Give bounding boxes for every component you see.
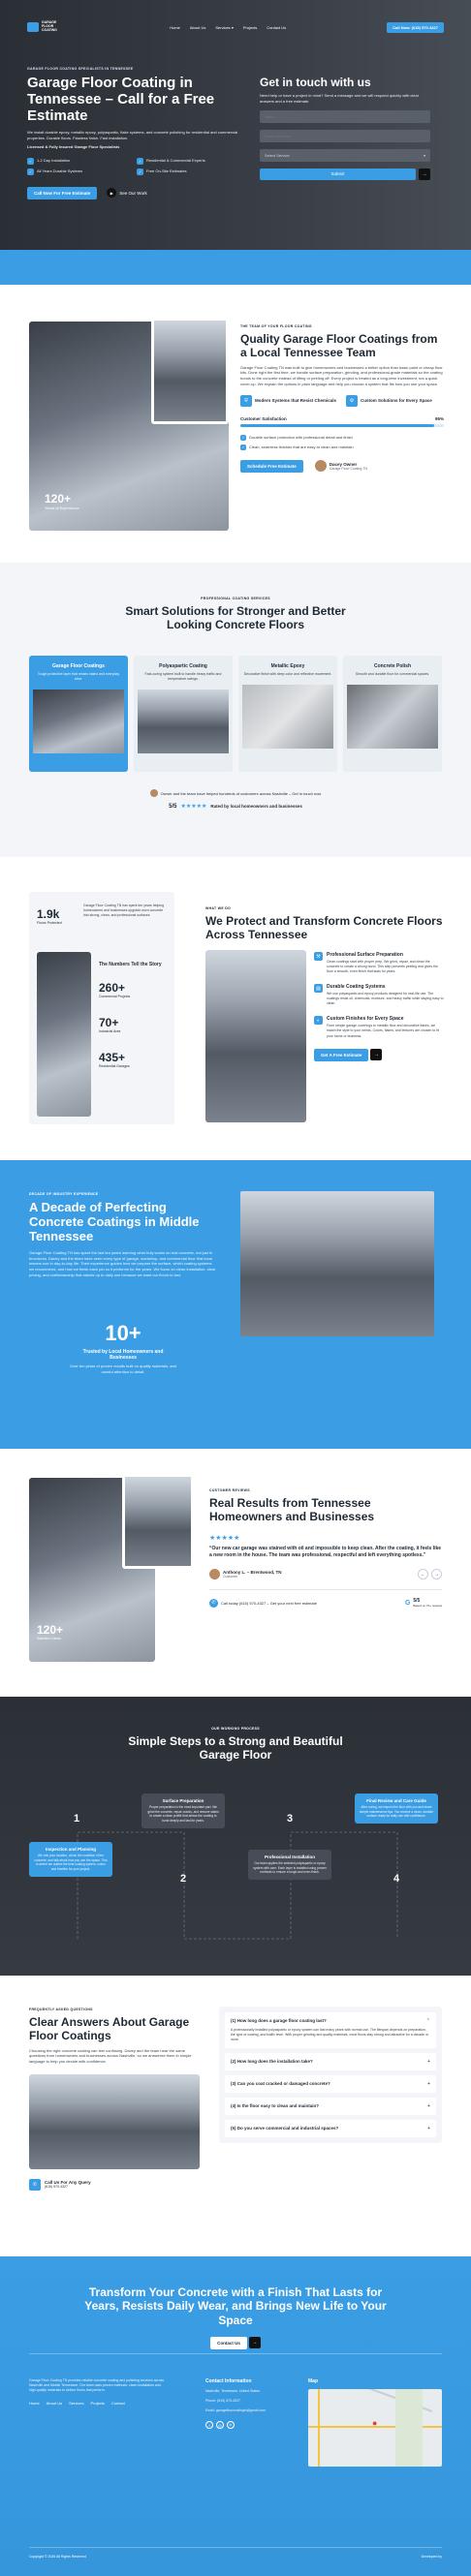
services-header (0, 563, 471, 632)
check-icon: ✓ (28, 169, 33, 174)
check-label: Residential & Commercial Experts (146, 158, 205, 164)
map-pin-icon: ● (372, 2418, 378, 2428)
step-title: Surface Preparation (162, 1798, 204, 1803)
owner-name: Dacey Owner (329, 461, 358, 467)
what-item-title: Professional Surface Preparation (327, 952, 403, 958)
form-title: Get in touch with us (260, 76, 371, 89)
stat-label: Floors Protected (37, 921, 62, 925)
clients-badge (37, 1623, 63, 1641)
about-image-inset (151, 318, 229, 424)
decade-image (240, 1191, 434, 1336)
avatar (150, 789, 158, 797)
avatar (209, 1569, 220, 1579)
plus-icon: + (427, 2103, 430, 2110)
faq-question: (4) Is the floor easy to clean and maintain? (231, 2103, 320, 2109)
rating-value: 5/5 (169, 803, 177, 810)
faq-list (219, 2007, 442, 2143)
check-label: Free On-Site Estimates (146, 169, 187, 174)
service-desc: Fast-curing system built to handle heavy traffic and temperature swings. (144, 672, 222, 682)
number-label: Residential Garages (99, 1064, 130, 1068)
service-card[interactable] (29, 656, 128, 772)
palette-icon: ◐ (314, 1016, 323, 1025)
step-card (29, 1842, 112, 1877)
feature-chemicals (240, 395, 338, 407)
stat-number: 1.9k (37, 907, 60, 921)
process-kicker: OUR WORKING PROCESS (211, 1727, 260, 1731)
avatar (315, 460, 327, 472)
hero-content (27, 66, 240, 199)
service-title: Polyaspartic Coating (159, 663, 207, 669)
service-desc: Decorative finish with deep color and reflective movement. (243, 672, 332, 676)
what-item-desc: From simple garage coverings to metallic floor and decorative flakes, we match the style to your needs. Colors, flakes, and textures are chosen to fit your home or business. (327, 1024, 439, 1038)
footer-map-block (308, 2378, 442, 2467)
hero-blue-strip (0, 250, 471, 285)
footer-address: Nashville, Tennessee, United States (205, 2389, 260, 2393)
stats-image (37, 952, 91, 1117)
submit-button[interactable]: Submit (260, 169, 416, 180)
service-select[interactable] (260, 149, 430, 162)
satisfaction-row (240, 416, 444, 421)
review-score: 5/5 (413, 1598, 421, 1605)
step-desc: Proper preparation is the most important part. We grind the concrete, repair cracks, and remove stains to create a clean profile that allows the coating to bond deeply and last for years. (147, 1805, 219, 1823)
plus-icon: + (427, 2126, 430, 2132)
arrow-left-icon[interactable]: ← (418, 1569, 428, 1579)
nav-projects[interactable]: Projects (242, 24, 258, 30)
see-work-label: See Our Work (119, 190, 147, 196)
phone-icon: ✆ (209, 1599, 218, 1608)
owner-role: Garage Floor Coating TN (329, 466, 368, 471)
bar-label: Customer Satisfaction (240, 415, 287, 421)
cta-title: Transform Your Concrete with a Finish That Lasts for Years, Resists Daily Wear, and Brings New Life to Your Space (84, 2285, 387, 2327)
what-item (314, 1016, 444, 1038)
decade-desc: Garage Floor Coating TN has spent the last ten years learning what truly works on real concrete, not just in brochures. Dacey and the team have seen every type of garage, workshop, and commercial floor that local owners use in day-to-day life. Their experience guides how we prepare the surface, which coating systems we recommend, and how we finish each job so it performs for the years. We focus on clean installation, clear pricing, and craftsmanship that stands up to daily use because we want our floors to last. (29, 1249, 216, 1277)
arrow-right-icon[interactable]: → (431, 1569, 442, 1579)
decade-kicker: DECADE OF INDUSTRY EXPERIENCE (29, 1192, 99, 1196)
check-icon: ✓ (241, 445, 245, 449)
plus-icon: + (427, 2059, 430, 2066)
number-commercial: 260+ (99, 981, 126, 995)
layers-icon: ▤ (314, 984, 323, 993)
process-connector (0, 1697, 471, 1976)
review-author: Anthony L. – Brentwood, TN (223, 1570, 282, 1576)
footer-phone[interactable]: Phone: (615) 570-4327 (205, 2399, 240, 2404)
service-card[interactable] (238, 656, 337, 772)
faq-item[interactable] (225, 2012, 436, 2048)
services-title: Smart Solutions for Stronger and Better Looking Concrete Floors (125, 604, 346, 631)
owner-card (315, 460, 367, 472)
instagram-icon[interactable]: ◎ (216, 2421, 224, 2429)
decade-number: 10+ (105, 1321, 141, 1345)
footer-contact (205, 2378, 302, 2429)
form-desc: Need help or have a project in mind? Send a message and we will respond quickly with clear answers and a free estimate. (260, 93, 420, 104)
services-kicker: PROFESSIONAL COATING SERVICES (201, 597, 270, 600)
service-title: Metallic Epoxy (270, 663, 305, 669)
hero-checks (27, 158, 240, 175)
faq-desc: Choosing the right concrete coating can feel confusing. Dacey and the team hear the same questions from homeowners and businesses across Nashville, so we answered them in simple language to help you decide with confidence. (29, 2047, 192, 2065)
review-role: Customer (223, 1575, 238, 1579)
copyright: Copyright © 2026 All Rights Reserved (29, 2555, 86, 2559)
decade-stat (29, 1321, 217, 1375)
nav-contact[interactable]: Contact Us (267, 24, 287, 30)
feature-label: Custom Solutions for Every Space (361, 398, 432, 404)
faq-kicker: FREQUENTLY ASKED QUESTIONS (29, 2008, 93, 2011)
service-image (138, 690, 229, 753)
footer-about (29, 2378, 165, 2406)
check-label: All Years Durable Systems (37, 169, 83, 174)
step-number: 3 (287, 1813, 294, 1825)
plus-icon: + (427, 2081, 430, 2088)
footer-map-title: Map (308, 2378, 318, 2384)
review-quote: “Our new car garage was stained with oil and impossible to keep clean. After the coating, it feels like a new room in the house. The team was professional, respectful and left everything spotless.” (209, 1545, 442, 1558)
feature-label: Modern Systems that Resist Chemicals (255, 398, 337, 404)
bar-value: 95% (434, 415, 444, 421)
gear-icon: ⚙ (346, 395, 358, 407)
faq-item[interactable] (225, 2075, 436, 2093)
number-industrial: 70+ (99, 1016, 119, 1029)
play-icon: ▶ (107, 188, 116, 198)
about-title: Quality Garage Floor Coatings from a Local Tennessee Team (240, 332, 438, 359)
check-icon: ✓ (138, 158, 142, 164)
top-nav (27, 19, 444, 35)
contact-us-button[interactable]: Contact Us (210, 2337, 247, 2349)
name-input[interactable] (260, 110, 430, 123)
clients-label: Satisfied Clients (37, 1637, 62, 1641)
faq-title: Clear Answers About Garage Floor Coatings (29, 2015, 190, 2042)
years-badge (45, 492, 79, 510)
check-icon: ✓ (28, 158, 33, 164)
number-label: Industrial Area (99, 1029, 121, 1033)
faq-section (0, 1976, 471, 2256)
service-title: Garage Floor Coatings (52, 663, 105, 669)
satisfaction-bar (240, 424, 444, 427)
logo[interactable] (27, 21, 69, 33)
number-label: Commercial Projects (99, 995, 131, 998)
what-item (314, 984, 444, 1006)
check-icon: ✓ (138, 169, 142, 174)
feature-custom (346, 395, 444, 407)
footer-link-services[interactable]: Services (69, 2401, 84, 2407)
step-desc: After curing, we inspect the floor with you and share simple maintenance tips. You receive a clean, durable surface ready for daily use with confidence. (360, 1805, 434, 1819)
services-grid (29, 656, 442, 772)
service-desc: Smooth and durable floor for commercial spaces. (355, 672, 430, 676)
about-section (0, 285, 471, 563)
process-title: Simple Steps to a Strong and Beautiful Garage Floor (128, 1734, 343, 1762)
faq-item[interactable] (225, 2120, 436, 2137)
about-content (240, 323, 444, 473)
what-item-title: Custom Finishes for Every Space (327, 1016, 404, 1023)
schedule-estimate-button[interactable]: Schedule Free Estimate (240, 460, 303, 473)
star-icon: ★★★★★ (180, 804, 207, 810)
contact-form (260, 76, 430, 180)
decade-title: A Decade of Perfecting Concrete Coatings in Middle Tennessee (29, 1200, 200, 1243)
see-work-link[interactable] (107, 188, 146, 198)
clients-number: 120+ (37, 1623, 64, 1637)
decade-content (29, 1191, 217, 1278)
star-icon: ★★★★★ (209, 1534, 240, 1542)
faq-phone: (615) 570-4327 (45, 2185, 68, 2190)
step-number: 4 (393, 1873, 400, 1885)
about-kicker: THE TEAM OF YOUR FLOOR COATING (240, 324, 312, 328)
what-title: We Protect and Transform Concrete Floors Across Tennessee (205, 914, 443, 941)
step-title: Final Review and Care Guide (366, 1798, 426, 1803)
phone-input[interactable] (260, 130, 430, 142)
step-number: 2 (180, 1873, 187, 1885)
stats-blurb: Garage Floor Coating TN has spent ten years helping homeowners and businesses upgrade worn concrete into strong, clean, and professional surfaces. (83, 904, 165, 918)
hero-cta-button[interactable]: Call Now For Free Estimate (27, 187, 97, 199)
step-number: 1 (74, 1813, 80, 1825)
social-links (205, 2421, 302, 2429)
check-icon: ✓ (241, 435, 245, 440)
faq-call-label: Call Us For Any Query (45, 2180, 91, 2186)
footer-link-about[interactable]: About Us (46, 2401, 63, 2407)
numbers-title: The Numbers Tell the Story (99, 962, 162, 967)
free-estimate-button[interactable]: Get A Free Estimate (314, 1049, 368, 1061)
footer-link-contact[interactable]: Contact (110, 2401, 125, 2407)
check-label: Durable surface protection with professional detail and finish (249, 434, 353, 440)
faq-item[interactable] (225, 2098, 436, 2115)
faq-item[interactable] (225, 2053, 436, 2070)
services-trust (0, 789, 471, 810)
what-item (314, 952, 444, 974)
what-item-title: Durable Coating Systems (327, 984, 386, 991)
service-card[interactable] (134, 656, 233, 772)
reviews-section (0, 1449, 471, 1697)
hero-desc: We install durable epoxy, metallic epoxy, polyaspartic, flake systems, and concrete polishing for residential and commercial properties. Durable floors. Flawless finish. Fast installation. (27, 130, 238, 141)
faq-question: (1) How long does a garage floor coating last? (231, 2018, 327, 2023)
what-we-do-section (0, 857, 471, 1160)
chevron-up-icon: ⌃ (425, 2018, 430, 2024)
faq-question: (3) Can you coat cracked or damaged concrete? (231, 2081, 330, 2087)
reviews-kicker: CUSTOMER REVIEWS (209, 1488, 250, 1492)
hero-section (0, 0, 471, 250)
chevron-down-icon: ▾ (423, 152, 425, 158)
service-select-label: Select Service (265, 152, 290, 158)
faq-call[interactable] (29, 2179, 200, 2191)
faq-image (29, 2074, 200, 2169)
faq-question: (5) Do you serve commercial and industrial spaces? (231, 2126, 339, 2131)
footer-link-home[interactable]: Home (29, 2401, 40, 2407)
nav-home[interactable]: Home (170, 24, 180, 30)
service-title: Concrete Polish (373, 663, 412, 669)
chevron-down-icon: ▾ (231, 24, 234, 30)
step-card (248, 1850, 331, 1880)
hero-license: Licensed & Fully Insured Garage Floor Specialists (27, 143, 120, 149)
developer-credit: Developed by (421, 2555, 442, 2559)
step-desc: We visit your location, check the condition of the concrete, and talk about how you use the space. This is where we outline the best coating system, colors and timeline for your project. (34, 1854, 108, 1871)
footer-link-projects[interactable]: Projects (90, 2401, 105, 2407)
footer-desc: Garage Floor Coating TN provides reliable concrete coating and polishing services across Nashville and Middle Tennessee. Our team uses proven methods, clean installation and high-quality materials to deliver floors that perform. (29, 2378, 165, 2393)
what-image (205, 950, 306, 1122)
faq-question: (2) How long does the installation take? (231, 2059, 313, 2065)
service-card[interactable] (343, 656, 442, 772)
number-residential: 435+ (99, 1051, 126, 1064)
phone-icon: ✆ (29, 2179, 41, 2191)
service-image (242, 685, 333, 749)
decade-number-title: Trusted by Local Homeowners and Businesses (82, 1349, 164, 1361)
step-title: Inspection and Planning (45, 1847, 96, 1852)
footer-links (29, 2401, 165, 2406)
stat-floors (37, 907, 62, 925)
rating-label: Rated by local homeowners and businesses (210, 804, 302, 809)
about-desc: Garage Floor Coating TN was built to give homeowners and businesses a better option than basic paint or cheap floor kits. Done right the first time, we handle surface preparation, grinding, and professional-grade materials so the coating bonds to the concrete instead of lifting or peeling off. Every project is treated as a long-term investment, not a quick cover-up. We explain the options in plain language and help you choose a system that fits how you use your space. (240, 364, 443, 386)
stats-panel (29, 892, 174, 1124)
hero-title: Garage Floor Coating in Tennessee – Call for a Free Estimate (27, 75, 215, 124)
service-image (347, 685, 438, 749)
nav-call-button[interactable]: Call Now: (615) 570-4327 (387, 22, 444, 33)
trust-text: Owner and the team have helped hundreds of customers across Nashville – Get in touch now (160, 790, 322, 796)
years-label: Years of Experience (45, 506, 79, 510)
numbers-list (99, 962, 169, 1068)
tools-icon: ⚒ (314, 952, 323, 961)
what-item-desc: Clean coatings start with proper prep. We grind, repair, and clean the concrete to create a strong bond. This step prevents peeling and gives the floor a smooth, even finish that lasts for years. (327, 960, 438, 974)
review-score-label: Based on 70+ reviews (413, 1604, 442, 1609)
linkedin-icon[interactable]: in (227, 2421, 235, 2429)
satisfaction-bar-fill (240, 424, 434, 427)
footer-email[interactable]: Email: garagefloorcoatingtn@gmail.com (205, 2408, 267, 2413)
facebook-icon[interactable]: f (205, 2421, 213, 2429)
nav-links (170, 25, 286, 30)
cta-block (0, 2256, 471, 2349)
footer-contact-title: Contact Information (205, 2378, 252, 2384)
service-desc: Tough protective layer that resists stains and everyday wear. (37, 672, 120, 682)
reviews-title: Real Results from Tennessee Homeowners and Businesses (209, 1496, 375, 1523)
what-list (314, 952, 444, 1061)
arrow-right-icon[interactable]: → (370, 1049, 382, 1060)
services-section (0, 563, 471, 857)
step-title: Professional Installation (264, 1855, 315, 1859)
arrow-right-icon[interactable]: → (419, 169, 430, 180)
footer-bottom (29, 2555, 442, 2559)
step-card (141, 1794, 225, 1828)
service-image (33, 690, 124, 753)
logo-text: GARAGE FLOOR COATING (42, 20, 57, 32)
check-label: 1-2 Day Installation (37, 158, 71, 164)
call-today-link[interactable]: Call today (615) 570-4327 – Get your next free estimate (221, 1600, 317, 1606)
faq-intro (29, 2007, 200, 2191)
hero-kicker: GARAGE FLOOR COATING SPECIALISTS IN TENNESSEE (27, 67, 134, 71)
step-desc: Our team applies the selected polyaspartic or epoxy system with care. Each layer is installed using proven methods to ensure a tough and even finish. (253, 1861, 327, 1875)
map[interactable] (308, 2389, 442, 2467)
arrow-right-icon[interactable]: → (249, 2337, 261, 2348)
review-image-inset (122, 1474, 194, 1569)
nav-about[interactable]: About Us (189, 24, 206, 30)
shield-icon: ⛨ (240, 395, 252, 407)
step-card (355, 1794, 438, 1824)
what-kicker: WHAT WE DO (205, 906, 232, 910)
cta-footer-section (0, 2256, 471, 2576)
decade-section (0, 1160, 471, 1449)
what-item-desc: We use polyaspartic and epoxy products designed for real-life use. The coatings resist oil, chemicals, moisture, and heavy traffic while staying easy to clean. (327, 992, 444, 1006)
years-number: 120+ (45, 492, 72, 506)
what-we-do-content (205, 905, 444, 942)
faq-answer: A professionally installed polyaspartic or epoxy system can last many years with normal use. The lifespan depends on preparation, the type of coating, and traffic level. With proper grinding and quality materials, most floors stay strong and attractive for a decade or more. (231, 2028, 429, 2042)
decade-number-desc: Over ten years of proven results built on quality materials, and careful attention to detail. (70, 1364, 176, 1374)
process-section (0, 1697, 471, 1976)
nav-services[interactable]: Services ▾ (215, 24, 234, 30)
google-icon: G (404, 1599, 411, 1607)
logo-icon (27, 22, 39, 32)
check-label: Clean, seamless finishes that are easy to clean and maintain (249, 444, 354, 449)
review-content (209, 1487, 442, 1608)
